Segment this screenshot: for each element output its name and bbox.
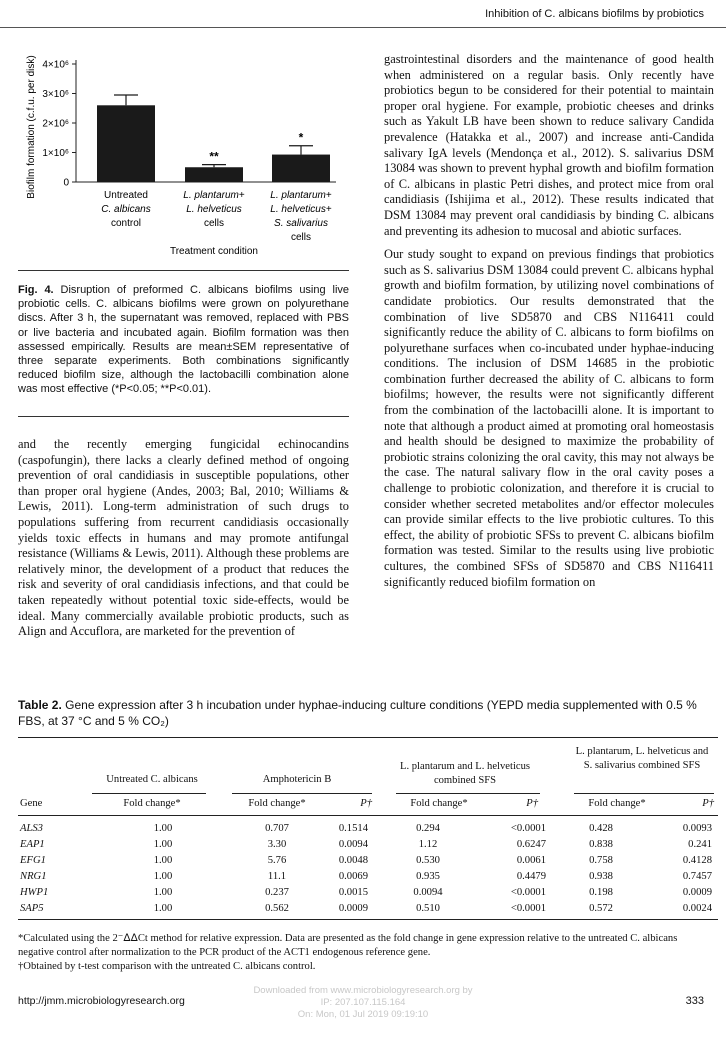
table-cell: 1.12 bbox=[418, 838, 438, 850]
group-header-lactobacilli-sfs: L. plantarum and L. helveticus combined SFS bbox=[399, 761, 531, 786]
bar bbox=[185, 167, 243, 182]
table-cell: 0.935 bbox=[416, 870, 440, 882]
table-cell: 0.241 bbox=[688, 838, 712, 850]
table-cell: 0.237 bbox=[265, 886, 289, 898]
table-cell: 0.562 bbox=[265, 902, 289, 914]
x-axis-label: Treatment condition bbox=[169, 246, 259, 257]
table-cell: 11.1 bbox=[267, 870, 287, 882]
group-rule-1 bbox=[92, 793, 206, 794]
significance-marker: ** bbox=[209, 149, 219, 164]
table-cell: 0.530 bbox=[416, 854, 440, 866]
table-cell: <0.0001 bbox=[510, 886, 546, 898]
left-column-text bbox=[18, 437, 349, 640]
table-cell: 0.758 bbox=[589, 854, 613, 866]
col-header-fold-change-3: Fold change* bbox=[410, 798, 468, 809]
left-paragraph: and the recently emerging fungicidal echinocandins (caspofungin), there lacks a clearly defined method of ongoing prevention of oral candidiasis in susceptible populations, other than proper oral hygiene (Andes, 2003; Bal, 2010; Williams & Lewis, 2011). Long-term administration of such drugs to populations suffering from recurrent candidiasis occasionally yields toxic effects in humans and may promote antifungal resistance (Williams & Lewis, 2011). Although these problems are relatively minor, the development of a product that reduces the risk and severity of oral candidiasis infections, and that could be taken repeatedly without potential toxic side-effects, would be ideal. Many commercially available probiotic products, such as Align and Accuflora, are marketed for the prevention of bbox=[18, 437, 349, 639]
header-rule bbox=[0, 27, 726, 28]
table-cell: 0.0094 bbox=[338, 838, 368, 850]
page-number: 333 bbox=[685, 995, 704, 1007]
x-tick-label: L. helveticus bbox=[186, 204, 242, 215]
download-line-3: On: Mon, 01 Jul 2019 09:19:10 bbox=[297, 1009, 429, 1020]
table-cell: 5.76 bbox=[267, 854, 287, 866]
table-cell: <0.0001 bbox=[510, 902, 546, 914]
right-paragraph-1: gastrointestinal disorders and the maintenance of good health when administered on a regular basis. Only recently have probiotics begun to be considered for their potential to maintain proper oral hygiene. For example, probiotic cheeses and drinks such as Yakult LB have been shown to reduce salivary Candida prevalence (Hatakka et al., 2007) and increase anti-Candida salivary IgA levels (Mendonça et al., 2012). S. salivarius DSM 13084 was shown to prevent hyphal growth and biofilm formation of C. albicans in plastic Petri dishes, and protect mice from oral candidiasis (Ishijima et al., 2012). These results indicated that DSM 13084 may prevent oral candidiasis by binding C. albicans and preventing its adhesion to mucosal and abiotic surfaces. bbox=[384, 52, 714, 238]
table-cell: 1.00 bbox=[153, 886, 173, 898]
table-cell: 0.198 bbox=[589, 886, 613, 898]
table-footnotes bbox=[18, 932, 714, 974]
right-paragraph-2: Our study sought to expand on previous findings that probiotics such as S. salivarius DSM 13084 could prevent C. albicans hyphal growth and biofilm formation, by utilizing novel combinations of candidate probiotics. Our results demonstrated that the combination of live SD5870 and CBS N116411 could significantly reduce the ability of C. albicans to form biofilms on polyurethane surfaces when co-incubated under hyphae-inducing conditions. The inclusion of DSM 14685 in the probiotic combination further decreased the ability of C. albicans to form biofilms; however, the results were not significantly different from the combination of the lactobacilli alone. It is important to note that although a product aimed at promoting oral homeostasis and health should be designed to maximize the probability of probiotic strains colonizing the oral cavity, this may not always be the case. The natural salivary flow in the oral cavity poses a challenge to probiotic colonization, and therefore it is crucial to consider whether secreted metabolites and/or effector molecules can provide similar effects to the live probiotic cultures. To this effect, the ability of probiotic SFSs to prevent C. albicans biofilm formation was tested. Similar to the results using live probiotic cultures, the combined SFSs of SD5870 and CBS N116411 significantly reduced biofilm formation on bbox=[384, 247, 714, 589]
table-cell: 0.428 bbox=[589, 822, 613, 834]
table-cell: 0.4479 bbox=[516, 870, 546, 882]
figure-4-chart bbox=[14, 38, 350, 268]
x-tick-label: C. albicans bbox=[101, 204, 151, 215]
table-cell: 1.00 bbox=[153, 870, 173, 882]
table-row bbox=[20, 868, 716, 884]
download-line-1: Downloaded from www.microbiologyresearch.org by bbox=[253, 985, 473, 996]
table-cell: 0.0069 bbox=[338, 870, 368, 882]
table-cell: 0.7457 bbox=[682, 870, 712, 882]
table-cell: 0.0093 bbox=[682, 822, 712, 834]
col-header-fold-change-4: Fold change* bbox=[588, 798, 646, 809]
right-column-text bbox=[384, 52, 714, 590]
table-cell: 0.1514 bbox=[338, 822, 368, 834]
group-rule-2 bbox=[232, 793, 372, 794]
gene-name-cell: SAP5 bbox=[20, 902, 44, 914]
x-tick-label: Untreated bbox=[104, 190, 148, 201]
x-tick-label: cells bbox=[290, 232, 312, 243]
y-tick-label: 4×10⁶ bbox=[42, 59, 69, 71]
col-header-p-3: P† bbox=[526, 798, 538, 809]
x-tick-label: control bbox=[110, 218, 142, 229]
table-row bbox=[20, 852, 716, 868]
gene-name-cell: EFG1 bbox=[20, 854, 46, 866]
gene-name-cell: HWP1 bbox=[20, 886, 49, 898]
table-row bbox=[20, 884, 716, 900]
table-cell: 3.30 bbox=[267, 838, 287, 850]
group-rule-3 bbox=[396, 793, 540, 794]
x-tick-label: cells bbox=[203, 218, 225, 229]
group-header-amphotericin: Amphotericin B bbox=[262, 774, 332, 785]
table-cell: 0.0024 bbox=[682, 902, 712, 914]
y-axis-label: Biofilm formation (c.f.u. per disk) bbox=[26, 55, 37, 199]
y-tick-label: 0 bbox=[63, 177, 69, 189]
table-cell: <0.0001 bbox=[510, 822, 546, 834]
table-cell: 0.6247 bbox=[516, 838, 546, 850]
bar bbox=[272, 155, 330, 182]
table-row bbox=[20, 900, 716, 916]
table-header-rule bbox=[18, 815, 718, 816]
table-footnote-2: †Obtained by t-test comparison with the untreated C. albicans control. bbox=[18, 961, 316, 972]
x-tick-label: S. salivarius bbox=[274, 218, 328, 229]
table-cell: 1.00 bbox=[153, 822, 173, 834]
table-row bbox=[20, 820, 716, 836]
table-cell: 0.938 bbox=[589, 870, 613, 882]
group-rule-4 bbox=[574, 793, 714, 794]
bar bbox=[97, 105, 155, 182]
x-tick-label: L. plantarum+ bbox=[270, 190, 332, 201]
table-cell: 1.00 bbox=[153, 854, 173, 866]
gene-expression-table bbox=[20, 820, 716, 916]
y-tick-label: 1×10⁶ bbox=[42, 148, 69, 159]
y-tick-label: 3×10⁶ bbox=[42, 89, 69, 100]
table-cell: 0.0094 bbox=[413, 886, 443, 898]
col-header-fold-change-2: Fold change* bbox=[248, 798, 306, 809]
table-group-headers bbox=[20, 740, 716, 792]
significance-marker: * bbox=[298, 130, 304, 145]
group-header-untreated: Untreated C. albicans bbox=[106, 774, 198, 785]
footer-url: http://jmm.microbiologyresearch.org bbox=[18, 995, 185, 1007]
table-cell: 0.510 bbox=[416, 902, 440, 914]
table-cell: 0.707 bbox=[265, 822, 289, 834]
gene-name-cell: EAP1 bbox=[20, 838, 45, 850]
table-cell: 0.838 bbox=[589, 838, 613, 850]
table-cell: 0.572 bbox=[589, 902, 613, 914]
table-cell: 0.0015 bbox=[338, 886, 368, 898]
gene-name-cell: ALS3 bbox=[20, 822, 43, 834]
gene-name-cell: NRG1 bbox=[20, 870, 47, 882]
caption-bottom-rule bbox=[18, 416, 349, 417]
x-tick-label: L. helveticus+ bbox=[270, 204, 332, 215]
table-label: Table 2. bbox=[18, 698, 62, 712]
table-caption-text: Gene expression after 3 h incubation under hyphae-inducing culture conditions (YEPD media supplemented with 0.5 % FBS, at 37 °C and 5 % CO₂) bbox=[18, 698, 697, 728]
table-bottom-rule bbox=[18, 919, 718, 920]
table-cell: 0.0009 bbox=[338, 902, 368, 914]
table-cell: 1.00 bbox=[153, 838, 173, 850]
figure-caption-label: Fig. 4. bbox=[18, 284, 54, 296]
table-cell: 0.4128 bbox=[682, 854, 712, 866]
col-header-p-2: P† bbox=[360, 798, 372, 809]
running-title: Inhibition of C. albicans biofilms by probiotics bbox=[485, 8, 704, 20]
table-cell: 0.294 bbox=[416, 822, 440, 834]
table-cell: 0.0048 bbox=[338, 854, 368, 866]
table-caption bbox=[18, 697, 714, 729]
download-line-2: IP: 207.107.115.164 bbox=[320, 997, 406, 1008]
table-cell: 0.0009 bbox=[682, 886, 712, 898]
col-header-p-4: P† bbox=[702, 798, 714, 809]
y-tick-label: 2×10⁶ bbox=[42, 118, 69, 130]
figure-caption-text: Disruption of preformed C. albicans biofilms using live probiotic cells. C. albicans biofilms were grown on polyurethane discs. After 3 h, the supernatant was removed, replaced with PBS or live bacteria and incubated again. Biofilm formation was then assessed empirically. Results are mean±SEM representative of three separate experiments. Both combinations significantly reduced biofilm size, although the lactobacilli combination alone was most effective (*P<0.05; **P<0.01). bbox=[18, 284, 350, 396]
table-footnote-1: *Calculated using the 2⁻ᐃᐃCt method for relative expression. Data are presented as the fold change in gene expression relative to the untreated C. albicans negative control after normalization to the PCR product of the ACT1 endogenous reference gene. bbox=[18, 933, 678, 958]
x-tick-label: L. plantarum+ bbox=[183, 190, 245, 201]
caption-top-rule bbox=[18, 270, 349, 271]
table-row bbox=[20, 836, 716, 852]
table-top-rule bbox=[18, 737, 718, 738]
table-cell: 0.0061 bbox=[516, 854, 546, 866]
col-header-gene: Gene bbox=[20, 798, 43, 809]
table-body bbox=[20, 820, 716, 916]
table-cell: 1.00 bbox=[153, 902, 173, 914]
group-header-three-strain-sfs: L. plantarum, L. helveticus and S. salivarius combined SFS bbox=[575, 746, 709, 771]
figure-caption bbox=[18, 283, 349, 397]
download-watermark bbox=[213, 985, 513, 1021]
col-header-fold-change-1: Fold change* bbox=[123, 798, 181, 809]
